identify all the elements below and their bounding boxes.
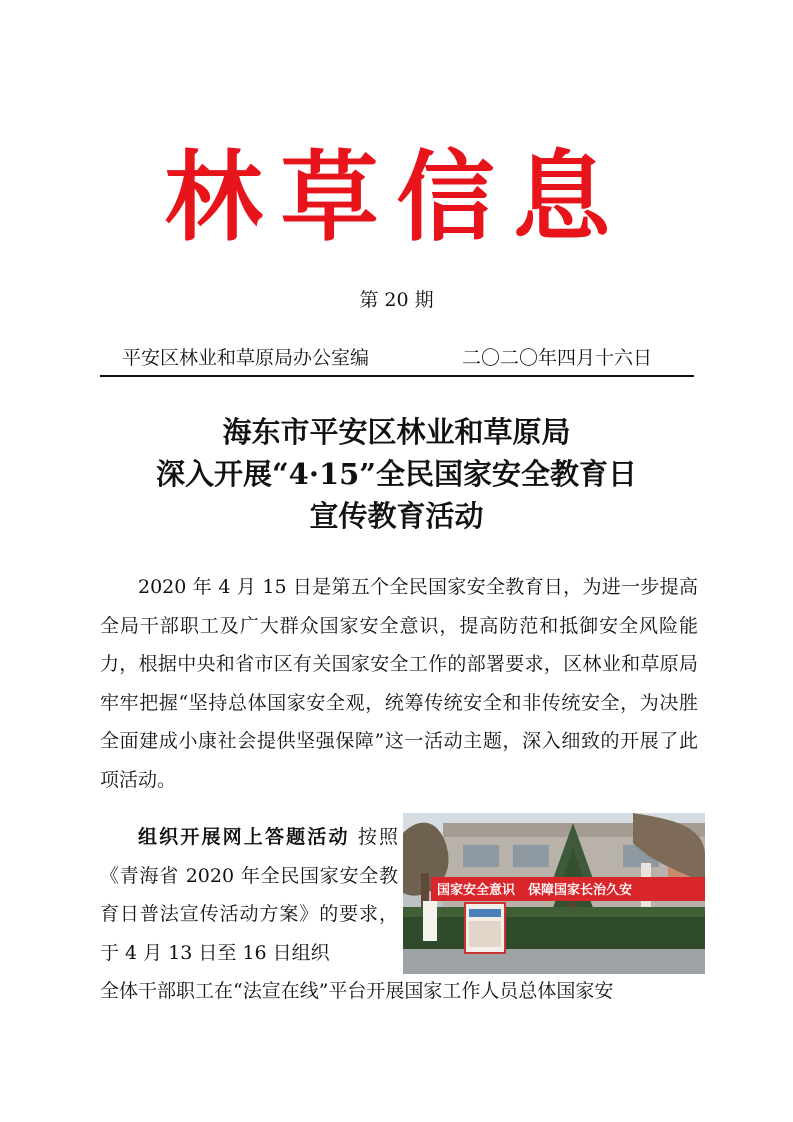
- paragraph-heading: 组织开展网上答题活动: [138, 826, 350, 848]
- body-paragraph-2: [100, 818, 398, 972]
- article-title-line-3: 宣传教育活动: [309, 499, 484, 533]
- body-paragraph-2-continued: 全体干部职工在“法宣在线”平台开展国家工作人员总体国家安: [100, 980, 614, 1002]
- photo-banner-text: 国家安全意识 保障国家长治久安: [437, 883, 633, 898]
- body-paragraph-1: 2020 年 4 月 15 日是第五个全民国家安全教育日，为进一步提高全局干部职工及广大群众国家安全意识，提高防范和抵御安全风险能力，根据中央和省市区有关国家安全工作的部署要求，区林业和草原局牢牢把握“坚持总体国家安全观，统筹传统安全和非传统安全，为决胜全面建成小康社会提供坚强保障”这一活动主题，深入细致的开展了此项活动。: [100, 576, 698, 791]
- article-title-line-1: 海东市平安区林业和草原局: [222, 415, 571, 449]
- header-divider: [100, 375, 694, 377]
- paragraph-2-text: 按照《青海省 2020 年全民国家安全教育日普法宣传活动方案》的要求，于 4 月 13 日至 16 日组织: [100, 826, 398, 964]
- issue-number: 第 20 期: [359, 289, 434, 311]
- publish-date: 二〇二〇年四月十六日: [462, 347, 653, 369]
- article-title-line-2: 深入开展“4·15”全民国家安全教育日: [156, 457, 637, 491]
- event-photo: [403, 813, 705, 974]
- masthead-title: 林草信息: [164, 141, 629, 255]
- editor-line: 平安区林业和草原局办公室编: [122, 347, 370, 369]
